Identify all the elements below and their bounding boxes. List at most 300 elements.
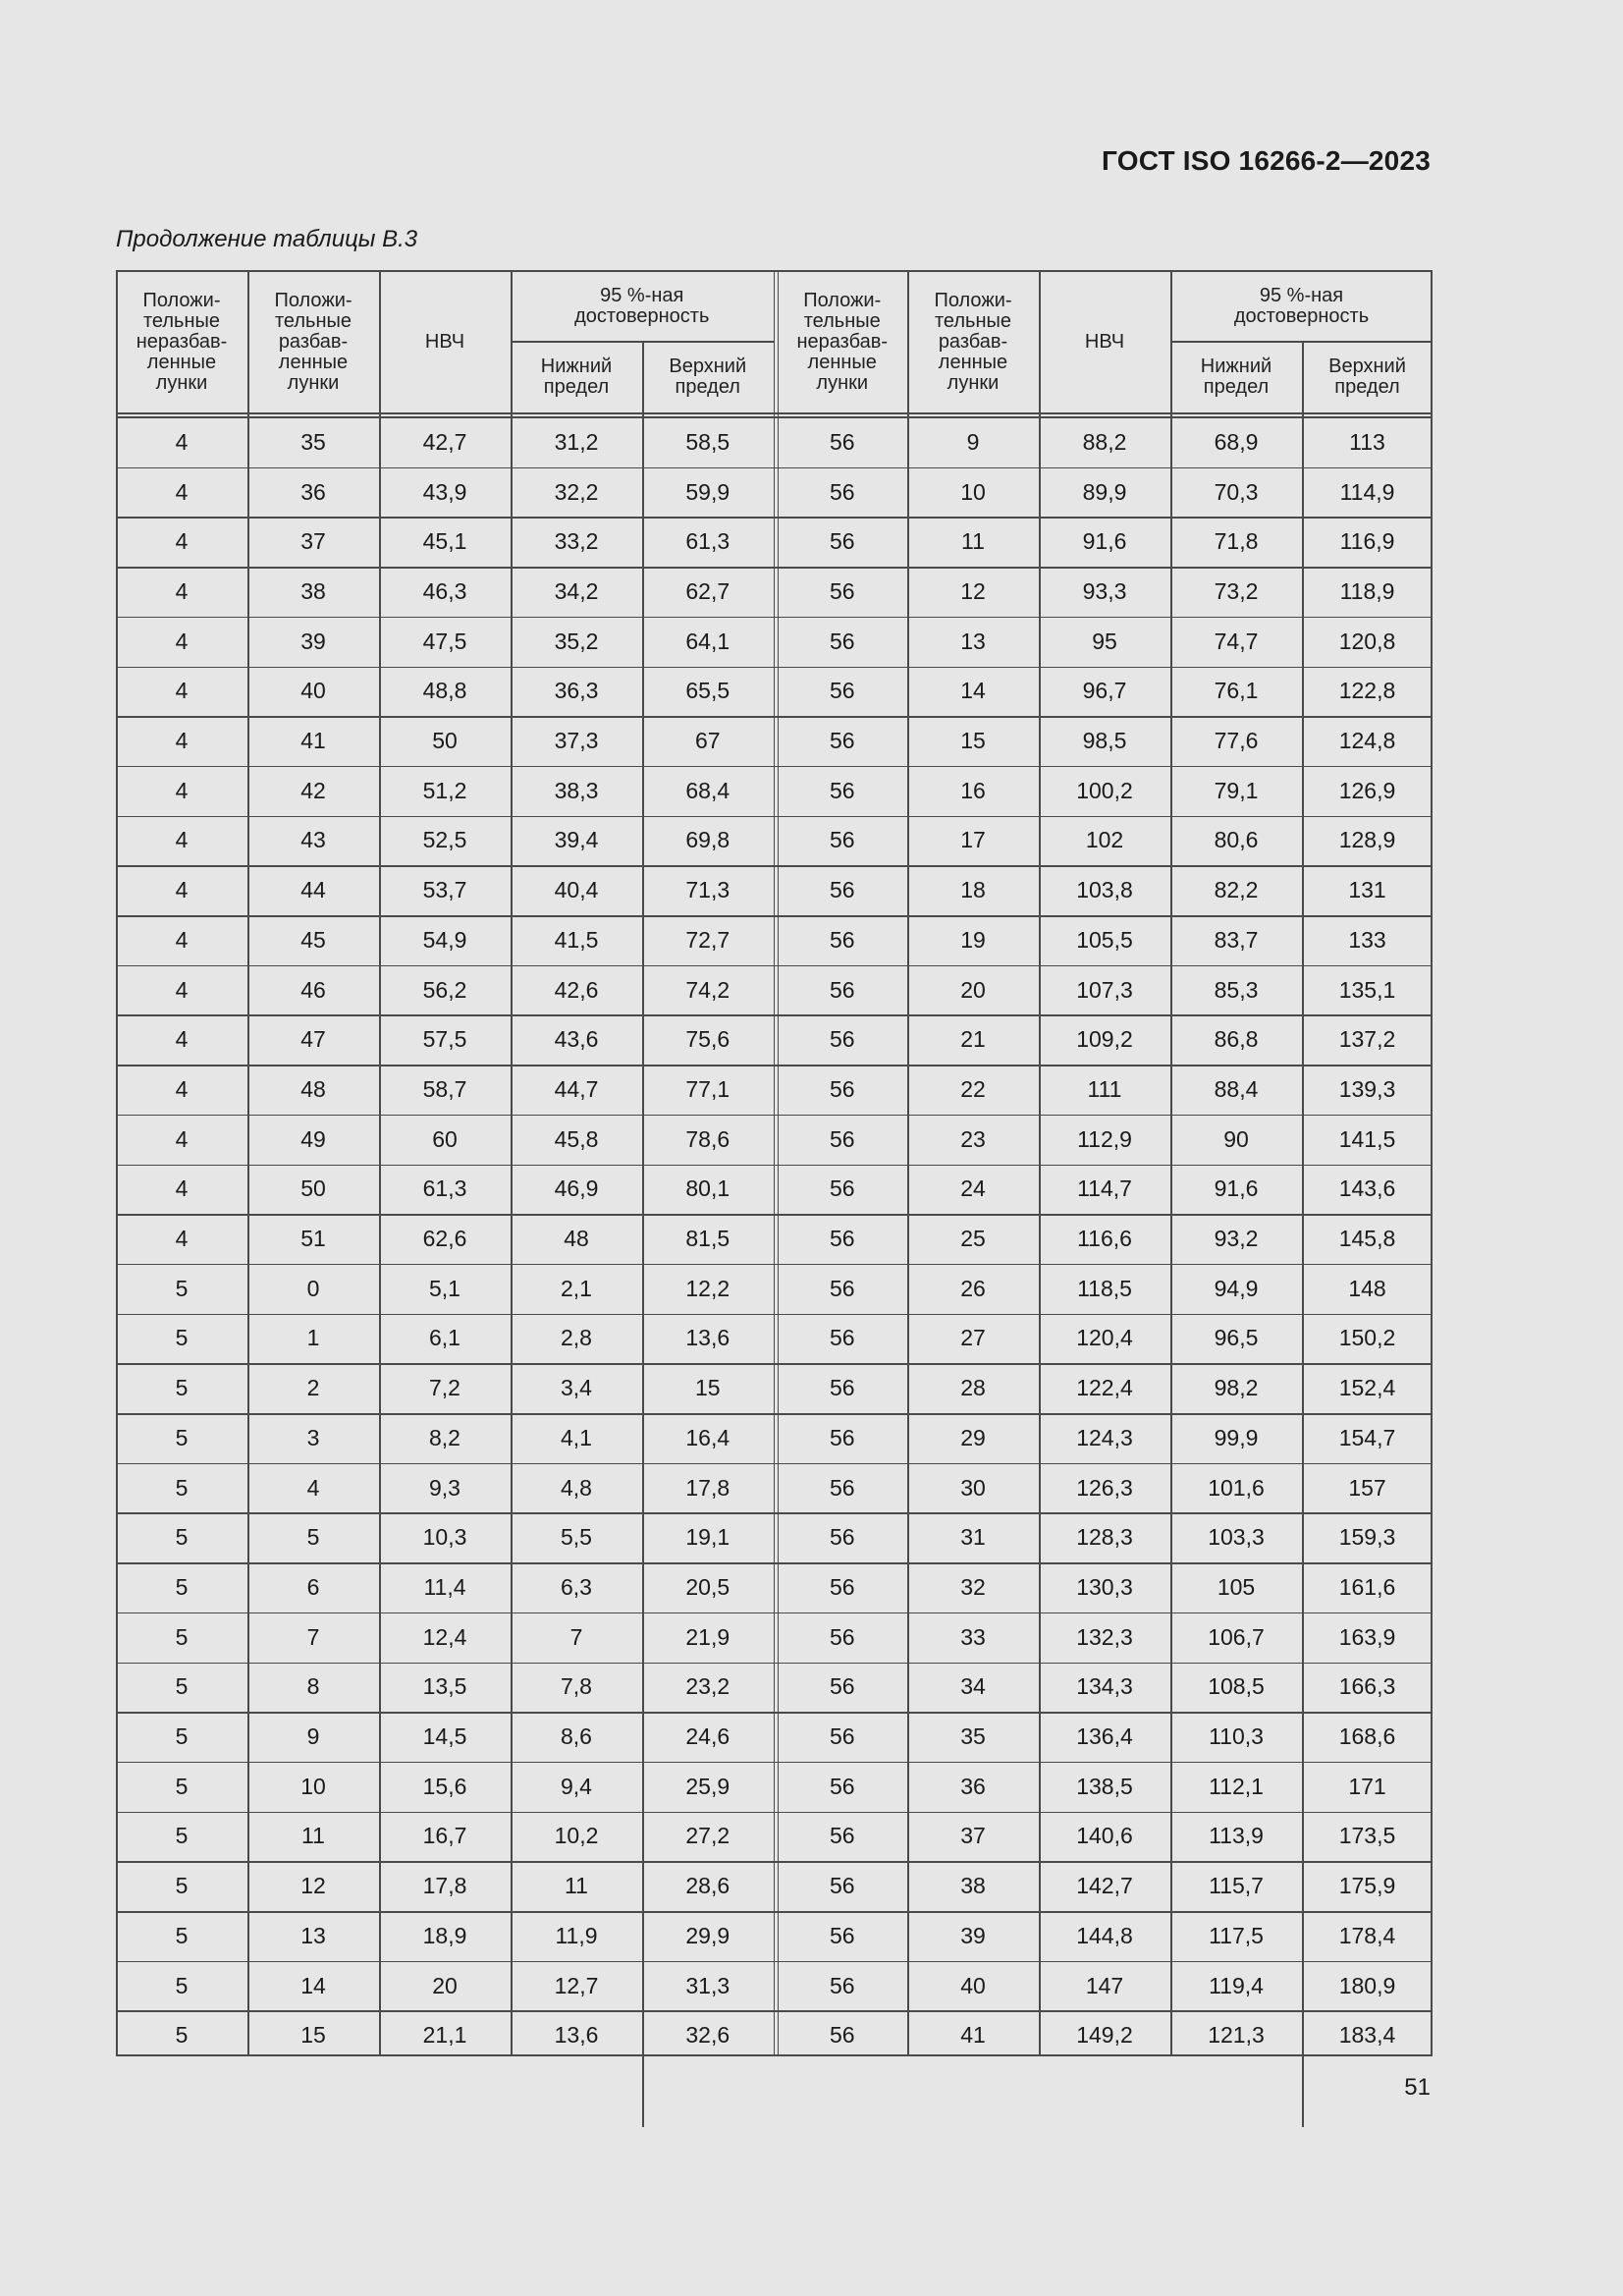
left-cell: 11,4	[423, 1573, 466, 1600]
left-cell: 33,2	[554, 528, 599, 555]
right-cell: 56	[829, 1125, 855, 1152]
left-cell: 6,3	[561, 1573, 592, 1600]
right-cell: 56	[829, 1026, 855, 1053]
right-cell: 11	[961, 528, 985, 555]
left-cell: 5	[306, 1524, 320, 1551]
right-cell: 20	[960, 976, 986, 1003]
right-cell: 56	[829, 1175, 855, 1202]
right-cell: 141,5	[1338, 1125, 1396, 1152]
right-header-mpn: НВЧ	[1084, 331, 1125, 353]
left-cell: 49	[300, 1125, 326, 1152]
document-code: ГОСТ ISO 16266-2—2023	[1102, 145, 1431, 176]
right-cell: 99,9	[1214, 1424, 1259, 1450]
left-header-confidence: 95 %-ная достоверность	[574, 285, 710, 327]
left-cell: 62,7	[685, 577, 730, 604]
left-cell: 43,9	[422, 478, 467, 505]
right-cell: 56	[829, 1424, 855, 1450]
right-cell: 118,5	[1077, 1275, 1132, 1301]
left-cell: 58,5	[685, 428, 730, 455]
left-cell: 35	[300, 428, 326, 455]
left-header-positive-undiluted: Положи- тельные неразбав- ленные лунки	[135, 290, 228, 394]
left-cell: 77,1	[685, 1075, 730, 1102]
right-cell: 163,9	[1338, 1623, 1396, 1650]
left-header-lower-limit: Нижний предел	[540, 355, 613, 398]
left-cell: 61,3	[422, 1175, 467, 1202]
right-cell: 91,6	[1082, 528, 1127, 555]
left-cell: 6	[306, 1573, 320, 1600]
right-cell: 139,3	[1338, 1075, 1396, 1102]
left-cell: 36	[300, 478, 326, 505]
left-cell: 48,8	[422, 678, 467, 704]
right-cell: 171	[1348, 1773, 1386, 1799]
left-cell: 6,1	[429, 1325, 460, 1351]
left-cell: 40	[300, 678, 326, 704]
left-cell: 46	[300, 976, 326, 1003]
left-cell: 20	[432, 1972, 458, 1998]
right-cell: 56	[829, 1623, 855, 1650]
right-cell: 22	[960, 1075, 986, 1102]
left-cell: 11,9	[555, 1922, 598, 1948]
right-cell: 114,9	[1339, 478, 1395, 505]
right-cell: 31	[960, 1524, 986, 1551]
left-cell: 16,4	[685, 1424, 730, 1450]
right-cell: 21	[960, 1026, 986, 1053]
left-cell: 71,3	[685, 877, 730, 903]
left-cell: 32,2	[554, 478, 599, 505]
right-cell: 89,9	[1082, 478, 1127, 505]
left-cell: 1	[306, 1325, 320, 1351]
right-cell: 29	[960, 1424, 986, 1450]
left-cell: 42,7	[422, 428, 467, 455]
right-cell: 76,1	[1214, 678, 1259, 704]
right-cell: 98,2	[1214, 1375, 1259, 1401]
right-cell: 88,4	[1214, 1075, 1259, 1102]
right-header-upper-limit: Верхний предел	[1328, 355, 1406, 398]
left-cell: 39,4	[554, 827, 599, 853]
right-cell: 68,9	[1214, 428, 1259, 455]
left-cell: 4	[175, 926, 189, 953]
right-cell: 40	[960, 1972, 986, 1998]
right-cell: 178,4	[1338, 1922, 1396, 1948]
right-cell: 56	[829, 2022, 855, 2049]
right-cell: 136,4	[1076, 1723, 1133, 1750]
right-cell: 157	[1348, 1474, 1386, 1501]
right-cell: 26	[960, 1275, 986, 1301]
left-cell: 16,7	[422, 1823, 467, 1849]
left-cell: 78,6	[685, 1125, 730, 1152]
right-cell: 41	[960, 2022, 986, 2049]
right-cell: 91,6	[1214, 1175, 1259, 1202]
right-cell: 56	[829, 728, 855, 754]
left-cell: 32,6	[685, 2022, 730, 2049]
left-cell: 5,5	[561, 1524, 592, 1551]
right-cell: 116,6	[1077, 1226, 1132, 1252]
left-cell: 43,6	[554, 1026, 599, 1053]
left-cell: 7,8	[561, 1673, 592, 1700]
right-cell: 175,9	[1338, 1873, 1396, 1899]
right-cell: 144,8	[1076, 1922, 1133, 1948]
right-cell: 126,9	[1338, 777, 1396, 803]
left-cell: 23,2	[685, 1673, 730, 1700]
right-cell: 56	[829, 1972, 855, 1998]
right-cell: 109,2	[1076, 1026, 1133, 1053]
left-cell: 46,9	[554, 1175, 599, 1202]
left-cell: 7,2	[429, 1375, 460, 1401]
left-cell: 41,5	[554, 926, 599, 953]
left-cell: 52,5	[422, 827, 467, 853]
left-cell: 4	[175, 877, 189, 903]
left-cell: 60	[432, 1125, 458, 1152]
right-cell: 166,3	[1338, 1673, 1396, 1700]
left-cell: 4	[175, 678, 189, 704]
left-cell: 5	[175, 1424, 189, 1450]
left-cell: 4	[175, 976, 189, 1003]
left-cell: 61,3	[685, 528, 730, 555]
right-cell: 56	[829, 1823, 855, 1849]
left-cell: 56,2	[422, 976, 467, 1003]
left-cell: 4	[175, 1026, 189, 1053]
left-cell: 15,6	[422, 1773, 467, 1799]
right-cell: 93,2	[1214, 1226, 1259, 1252]
left-cell: 15	[300, 2022, 326, 2049]
right-cell: 79,1	[1214, 777, 1259, 803]
right-cell: 73,2	[1214, 577, 1259, 604]
left-cell: 5	[175, 1723, 189, 1750]
left-cell: 74,2	[685, 976, 730, 1003]
right-cell: 56	[829, 1922, 855, 1948]
right-cell: 36	[960, 1773, 986, 1799]
left-cell: 3	[306, 1424, 320, 1450]
left-cell: 14	[300, 1972, 326, 1998]
right-cell: 83,7	[1214, 926, 1259, 953]
left-cell: 20,5	[685, 1573, 730, 1600]
left-cell: 41	[300, 728, 326, 754]
left-cell: 2,8	[561, 1325, 592, 1351]
right-cell: 140,6	[1076, 1823, 1133, 1849]
right-cell: 24	[960, 1175, 986, 1202]
left-cell: 44,7	[554, 1075, 599, 1102]
left-cell: 47,5	[422, 628, 467, 654]
right-cell: 93,3	[1082, 577, 1127, 604]
left-cell: 12,2	[685, 1275, 730, 1301]
left-cell: 17,8	[685, 1474, 730, 1501]
left-cell: 65,5	[685, 678, 730, 704]
right-cell: 88,2	[1082, 428, 1127, 455]
left-cell: 5	[175, 1474, 189, 1501]
left-cell: 4	[175, 528, 189, 555]
right-cell: 32	[960, 1573, 986, 1600]
left-cell: 5	[175, 1375, 189, 1401]
right-cell: 56	[829, 628, 855, 654]
left-cell: 31,3	[685, 1972, 730, 1998]
left-cell: 59,9	[685, 478, 730, 505]
left-cell: 68,4	[685, 777, 730, 803]
left-cell: 80,1	[685, 1175, 730, 1202]
right-cell: 102	[1085, 827, 1124, 853]
right-cell: 9	[966, 428, 980, 455]
right-cell: 115,7	[1209, 1873, 1264, 1899]
right-cell: 16	[960, 777, 986, 803]
right-cell: 137,2	[1338, 1026, 1396, 1053]
right-cell: 120,8	[1338, 628, 1396, 654]
left-cell: 11	[301, 1823, 325, 1849]
right-cell: 143,6	[1338, 1175, 1396, 1202]
right-cell: 56	[829, 1474, 855, 1501]
left-cell: 5	[175, 1275, 189, 1301]
left-cell: 36,3	[554, 678, 599, 704]
left-cell: 35,2	[554, 628, 599, 654]
right-cell: 56	[829, 877, 855, 903]
left-cell: 8,6	[561, 1723, 592, 1750]
right-cell: 82,2	[1214, 877, 1259, 903]
left-cell: 12,4	[422, 1623, 467, 1650]
left-cell: 42,6	[554, 976, 599, 1003]
left-cell: 34,2	[554, 577, 599, 604]
left-cell: 5	[175, 1673, 189, 1700]
right-cell: 25	[960, 1226, 986, 1252]
left-cell: 0	[306, 1275, 320, 1301]
right-cell: 180,9	[1338, 1972, 1396, 1998]
right-cell: 119,4	[1209, 1972, 1264, 1998]
right-cell: 85,3	[1214, 976, 1259, 1003]
left-cell: 3,4	[561, 1375, 592, 1401]
left-cell: 13,6	[554, 2022, 599, 2049]
right-cell: 142,7	[1076, 1873, 1133, 1899]
right-cell: 161,6	[1338, 1573, 1396, 1600]
right-cell: 135,1	[1338, 976, 1396, 1003]
left-cell: 5	[175, 1773, 189, 1799]
right-cell: 56	[829, 827, 855, 853]
left-cell: 4	[175, 827, 189, 853]
left-cell: 29,9	[685, 1922, 730, 1948]
left-cell: 10,3	[422, 1524, 467, 1551]
left-cell: 4	[175, 1226, 189, 1252]
left-cell: 40,4	[554, 877, 599, 903]
left-cell: 51,2	[422, 777, 467, 803]
right-cell: 145,8	[1338, 1226, 1396, 1252]
right-cell: 74,7	[1214, 628, 1259, 654]
right-cell: 56	[829, 1075, 855, 1102]
left-cell: 10,2	[554, 1823, 599, 1849]
table-rule	[774, 270, 776, 2056]
right-cell: 124,8	[1338, 728, 1396, 754]
left-cell: 24,6	[685, 1723, 730, 1750]
left-cell: 48	[564, 1226, 589, 1252]
left-header-positive-diluted: Положи- тельные разбав- ленные лунки	[274, 290, 352, 394]
right-cell: 111	[1087, 1075, 1122, 1102]
right-cell: 39	[960, 1922, 986, 1948]
left-cell: 28,6	[685, 1873, 730, 1899]
right-cell: 17	[960, 827, 986, 853]
right-cell: 132,3	[1076, 1623, 1133, 1650]
left-cell: 43	[300, 827, 326, 853]
right-cell: 56	[829, 577, 855, 604]
left-cell: 4	[175, 777, 189, 803]
right-cell: 108,5	[1208, 1673, 1265, 1700]
right-cell: 35	[960, 1723, 986, 1750]
left-header-upper-limit: Верхний предел	[669, 355, 747, 398]
right-cell: 113,9	[1209, 1823, 1264, 1849]
right-cell: 134,3	[1076, 1673, 1133, 1700]
right-cell: 56	[829, 478, 855, 505]
right-cell: 30	[960, 1474, 986, 1501]
left-cell: 2,1	[561, 1275, 592, 1301]
left-cell: 38	[300, 577, 326, 604]
right-cell: 148	[1348, 1275, 1386, 1301]
right-cell: 80,6	[1214, 827, 1259, 853]
right-cell: 113	[1349, 428, 1385, 455]
left-cell: 4,1	[561, 1424, 592, 1450]
left-cell: 38,3	[554, 777, 599, 803]
right-cell: 103,8	[1076, 877, 1133, 903]
right-cell: 56	[829, 1873, 855, 1899]
right-cell: 56	[829, 777, 855, 803]
left-cell: 19,1	[685, 1524, 730, 1551]
left-cell: 13,5	[422, 1673, 467, 1700]
right-cell: 114,7	[1077, 1175, 1132, 1202]
data-table	[116, 270, 1433, 2056]
right-cell: 105	[1217, 1573, 1256, 1600]
right-cell: 130,3	[1076, 1573, 1133, 1600]
left-cell: 39	[300, 628, 326, 654]
left-cell: 7	[569, 1623, 583, 1650]
right-header-lower-limit: Нижний предел	[1200, 355, 1272, 398]
right-cell: 86,8	[1214, 1026, 1259, 1053]
right-cell: 112,9	[1077, 1125, 1132, 1152]
left-cell: 48	[300, 1075, 326, 1102]
left-cell: 53,7	[422, 877, 467, 903]
right-cell: 18	[960, 877, 986, 903]
right-cell: 37	[960, 1823, 986, 1849]
right-cell: 14	[960, 678, 986, 704]
left-cell: 51	[300, 1226, 326, 1252]
right-cell: 154,7	[1338, 1424, 1396, 1450]
right-cell: 122,8	[1338, 678, 1396, 704]
right-cell: 95	[1092, 628, 1117, 654]
left-cell: 9,3	[429, 1474, 460, 1501]
left-header-mpn: НВЧ	[424, 331, 465, 353]
left-cell: 45,8	[554, 1125, 599, 1152]
right-cell: 56	[829, 428, 855, 455]
left-cell: 4	[175, 728, 189, 754]
right-cell: 122,4	[1076, 1375, 1133, 1401]
left-cell: 12	[300, 1873, 326, 1899]
left-cell: 62,6	[422, 1226, 467, 1252]
left-cell: 45,1	[422, 528, 467, 555]
right-cell: 77,6	[1214, 728, 1259, 754]
left-cell: 50	[300, 1175, 326, 1202]
left-cell: 4	[175, 628, 189, 654]
right-cell: 105,5	[1076, 926, 1133, 953]
right-cell: 94,9	[1214, 1275, 1259, 1301]
left-cell: 17,8	[422, 1873, 467, 1899]
left-cell: 4	[175, 478, 189, 505]
right-cell: 117,5	[1209, 1922, 1264, 1948]
left-cell: 4	[175, 1175, 189, 1202]
left-cell: 37	[300, 528, 326, 555]
right-cell: 126,3	[1076, 1474, 1133, 1501]
right-cell: 147	[1085, 1972, 1124, 1998]
left-cell: 72,7	[685, 926, 730, 953]
left-cell: 64,1	[685, 628, 730, 654]
left-cell: 4	[175, 1075, 189, 1102]
left-cell: 15	[694, 1375, 721, 1401]
right-cell: 116,9	[1339, 528, 1395, 555]
right-cell: 15	[960, 728, 986, 754]
left-cell: 14,5	[422, 1723, 467, 1750]
left-cell: 5	[175, 1972, 189, 1998]
left-cell: 69,8	[685, 827, 730, 853]
right-cell: 38	[960, 1873, 986, 1899]
right-cell: 33	[960, 1623, 986, 1650]
left-cell: 75,6	[685, 1026, 730, 1053]
right-cell: 107,3	[1076, 976, 1133, 1003]
left-cell: 9,4	[561, 1773, 592, 1799]
left-cell: 4	[175, 577, 189, 604]
left-cell: 25,9	[685, 1773, 730, 1799]
page-number: 51	[1404, 2074, 1431, 2101]
left-cell: 44	[300, 877, 326, 903]
left-cell: 12,7	[554, 1972, 599, 1998]
right-cell: 56	[829, 678, 855, 704]
right-cell: 19	[960, 926, 986, 953]
right-cell: 56	[829, 1325, 855, 1351]
left-cell: 4	[175, 428, 189, 455]
left-cell: 67	[694, 728, 721, 754]
right-cell: 168,6	[1338, 1723, 1396, 1750]
left-cell: 57,5	[422, 1026, 467, 1053]
left-cell: 37,3	[554, 728, 599, 754]
right-cell: 56	[829, 1673, 855, 1700]
right-cell: 96,5	[1214, 1325, 1259, 1351]
left-cell: 5	[175, 1573, 189, 1600]
left-cell: 8,2	[429, 1424, 460, 1450]
right-cell: 56	[829, 1723, 855, 1750]
left-cell: 13	[300, 1922, 326, 1948]
left-cell: 5	[175, 1524, 189, 1551]
right-cell: 90	[1223, 1125, 1249, 1152]
left-cell: 42	[300, 777, 326, 803]
left-cell: 54,9	[422, 926, 467, 953]
left-cell: 47	[300, 1026, 326, 1053]
right-cell: 56	[829, 976, 855, 1003]
left-cell: 5	[175, 1922, 189, 1948]
left-cell: 5	[175, 1325, 189, 1351]
right-cell: 56	[829, 1275, 855, 1301]
left-cell: 46,3	[422, 577, 467, 604]
right-cell: 103,3	[1208, 1524, 1265, 1551]
right-cell: 12	[960, 577, 986, 604]
right-cell: 56	[829, 528, 855, 555]
right-cell: 27	[960, 1325, 986, 1351]
right-cell: 34	[960, 1673, 986, 1700]
right-cell: 173,5	[1338, 1823, 1396, 1849]
left-cell: 81,5	[685, 1226, 730, 1252]
left-cell: 58,7	[422, 1075, 467, 1102]
left-cell: 4,8	[561, 1474, 592, 1501]
left-cell: 27,2	[685, 1823, 730, 1849]
left-cell: 45	[300, 926, 326, 953]
right-cell: 96,7	[1082, 678, 1127, 704]
right-cell: 138,5	[1076, 1773, 1133, 1799]
left-cell: 2	[306, 1375, 320, 1401]
right-cell: 152,4	[1338, 1375, 1396, 1401]
left-cell: 5	[175, 1823, 189, 1849]
left-cell: 5,1	[429, 1275, 460, 1301]
right-cell: 118,9	[1339, 577, 1395, 604]
right-cell: 124,3	[1076, 1424, 1133, 1450]
left-cell: 50	[432, 728, 458, 754]
